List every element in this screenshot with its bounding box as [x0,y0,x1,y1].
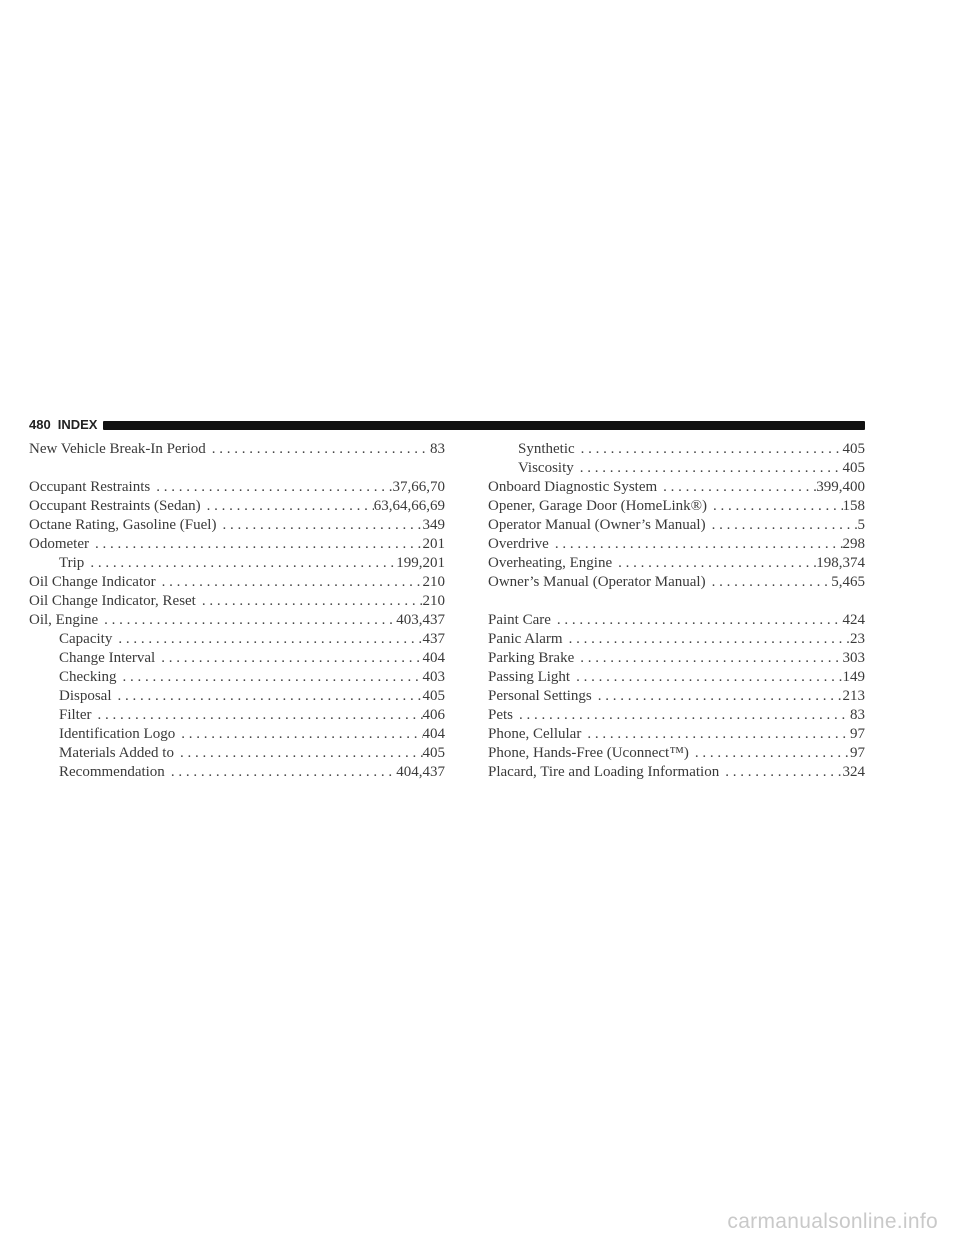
dot-leader [150,478,392,497]
entry-page-ref: 404 [422,650,445,666]
entry-label: Opener, Garage Door (HomeLink®) [488,498,708,514]
dot-leader [156,573,423,592]
entry-label: Passing Light [488,669,571,685]
entry-page-ref: 349 [422,517,445,533]
entry-page-ref: 97 [850,726,865,742]
dot-leader [549,535,843,554]
entry-label: Filter [59,707,92,723]
entry-label: New Vehicle Break-In Period [29,441,206,457]
entry-label: Owner’s Manual (Operator Manual) [488,574,706,590]
entry-label: Placard, Tire and Loading Information [488,764,720,780]
index-entry [488,725,865,744]
entry-label: Recommendation [59,764,165,780]
entry-page-ref: 405 [422,688,445,704]
dot-leader [551,611,843,630]
entry-label: Panic Alarm [488,631,563,647]
entry-page-ref: 37,66,70 [392,479,445,495]
index-subentry [29,687,445,706]
index-subentry [29,630,445,649]
dot-leader [706,573,832,592]
entry-label: Synthetic [518,441,575,457]
dot-leader [612,554,816,573]
entry-label: Oil, Engine [29,612,99,628]
dot-leader [216,516,422,535]
dot-leader [117,668,423,687]
index-column-left [29,440,445,782]
dot-leader [112,687,423,706]
entry-page-ref: 83 [430,441,445,457]
entry-label: Phone, Hands-Free (Uconnect™) [488,745,689,761]
entry-page-ref: 437 [422,631,445,647]
entry-page-ref: 303 [842,650,865,666]
entry-page-ref: 403 [422,669,445,685]
index-subentry [29,554,445,573]
entry-label: Octane Rating, Gasoline (Fuel) [29,517,217,533]
dot-leader [175,725,422,744]
entry-label: Personal Settings [488,688,592,704]
dot-leader [513,706,850,725]
entry-label: Trip [59,555,85,571]
dot-leader [84,554,396,573]
index-entry [29,611,445,630]
entry-page-ref: 199,201 [396,555,445,571]
entry-page-ref: 63,64,66,69 [373,498,445,514]
entry-page-ref: 201 [422,536,445,552]
entry-page-ref: 405 [422,745,445,761]
entry-label: Change Interval [59,650,156,666]
index-subentry [29,706,445,725]
entry-label: Checking [59,669,117,685]
index-entry [488,497,865,516]
index-entry [488,573,865,592]
entry-label: Onboard Diagnostic System [488,479,658,495]
entry-label: Parking Brake [488,650,575,666]
entry-label: Occupant Restraints [29,479,151,495]
index-entry [488,763,865,782]
dot-leader [92,706,423,725]
entry-page-ref: 198,374 [816,555,865,571]
index-entry [488,687,865,706]
entry-label: Overheating, Engine [488,555,613,571]
entry-page-ref: 399,400 [816,479,865,495]
index-entry [29,516,445,535]
index-subentry [29,725,445,744]
index-entry [29,497,445,516]
entry-label: Paint Care [488,612,551,628]
dot-leader [174,744,423,763]
index-gap [488,592,865,611]
index-entry [488,668,865,687]
header-rule [103,421,865,430]
index-column-right [488,440,865,782]
dot-leader [719,763,842,782]
index-entry [488,611,865,630]
entry-page-ref: 83 [850,707,865,723]
index-subentry [29,744,445,763]
dot-leader [196,592,423,611]
dot-leader [657,478,816,497]
dot-leader [706,516,858,535]
index-subentry [488,440,865,459]
dot-leader [201,497,374,516]
dot-leader [563,630,850,649]
entry-page-ref: 405 [842,441,865,457]
dot-leader [89,535,423,554]
page-number: 480 [29,417,51,432]
index-entry [29,440,445,459]
section-title: INDEX [57,417,98,432]
index-entry [488,554,865,573]
index-subentry [488,459,865,478]
entry-label: Pets [488,707,514,723]
entry-page-ref: 213 [842,688,865,704]
entry-label: Operator Manual (Owner’s Manual) [488,517,706,533]
dot-leader [112,630,422,649]
index-entry [488,535,865,554]
index-entry [488,744,865,763]
index-subentry [29,763,445,782]
entry-page-ref: 210 [422,593,445,609]
index-subentry [29,649,445,668]
index-subentry [29,668,445,687]
entry-page-ref: 403,437 [396,612,445,628]
index-entry [488,630,865,649]
entry-page-ref: 97 [850,745,865,761]
index-entry [29,592,445,611]
entry-label: Capacity [59,631,113,647]
entry-label: Oil Change Indicator [29,574,156,590]
entry-label: Occupant Restraints (Sedan) [29,498,201,514]
index-entry [488,649,865,668]
entry-page-ref: 149 [842,669,865,685]
entry-page-ref: 424 [842,612,865,628]
index-entry [488,516,865,535]
index-entry [488,478,865,497]
dot-leader [575,440,843,459]
entry-page-ref: 324 [842,764,865,780]
entry-page-ref: 404,437 [396,764,445,780]
dot-leader [689,744,850,763]
index-gap [29,459,445,478]
entry-label: Oil Change Indicator, Reset [29,593,196,609]
entry-label: Viscosity [518,460,574,476]
dot-leader [592,687,843,706]
dot-leader [206,440,430,459]
dot-leader [707,497,842,516]
dot-leader [155,649,422,668]
entry-page-ref: 298 [842,536,865,552]
page-header [29,417,865,433]
index-entry [29,535,445,554]
entry-page-ref: 23 [850,631,865,647]
entry-page-ref: 210 [422,574,445,590]
index-entry [29,478,445,497]
index-entry [488,706,865,725]
entry-page-ref: 5 [857,517,865,533]
entry-page-ref: 406 [422,707,445,723]
entry-page-ref: 158 [842,498,865,514]
entry-label: Materials Added to [59,745,174,761]
dot-leader [570,668,842,687]
dot-leader [165,763,396,782]
entry-label: Disposal [59,688,112,704]
entry-label: Identification Logo [59,726,176,742]
entry-page-ref: 405 [842,460,865,476]
dot-leader [574,649,842,668]
entry-label: Overdrive [488,536,549,552]
entry-page-ref: 404 [422,726,445,742]
dot-leader [581,725,850,744]
watermark: carmanualsonline.info [727,1210,938,1233]
entry-label: Odometer [29,536,89,552]
entry-label: Phone, Cellular [488,726,582,742]
dot-leader [98,611,396,630]
dot-leader [574,459,843,478]
entry-page-ref: 5,465 [831,574,865,590]
index-entry [29,573,445,592]
